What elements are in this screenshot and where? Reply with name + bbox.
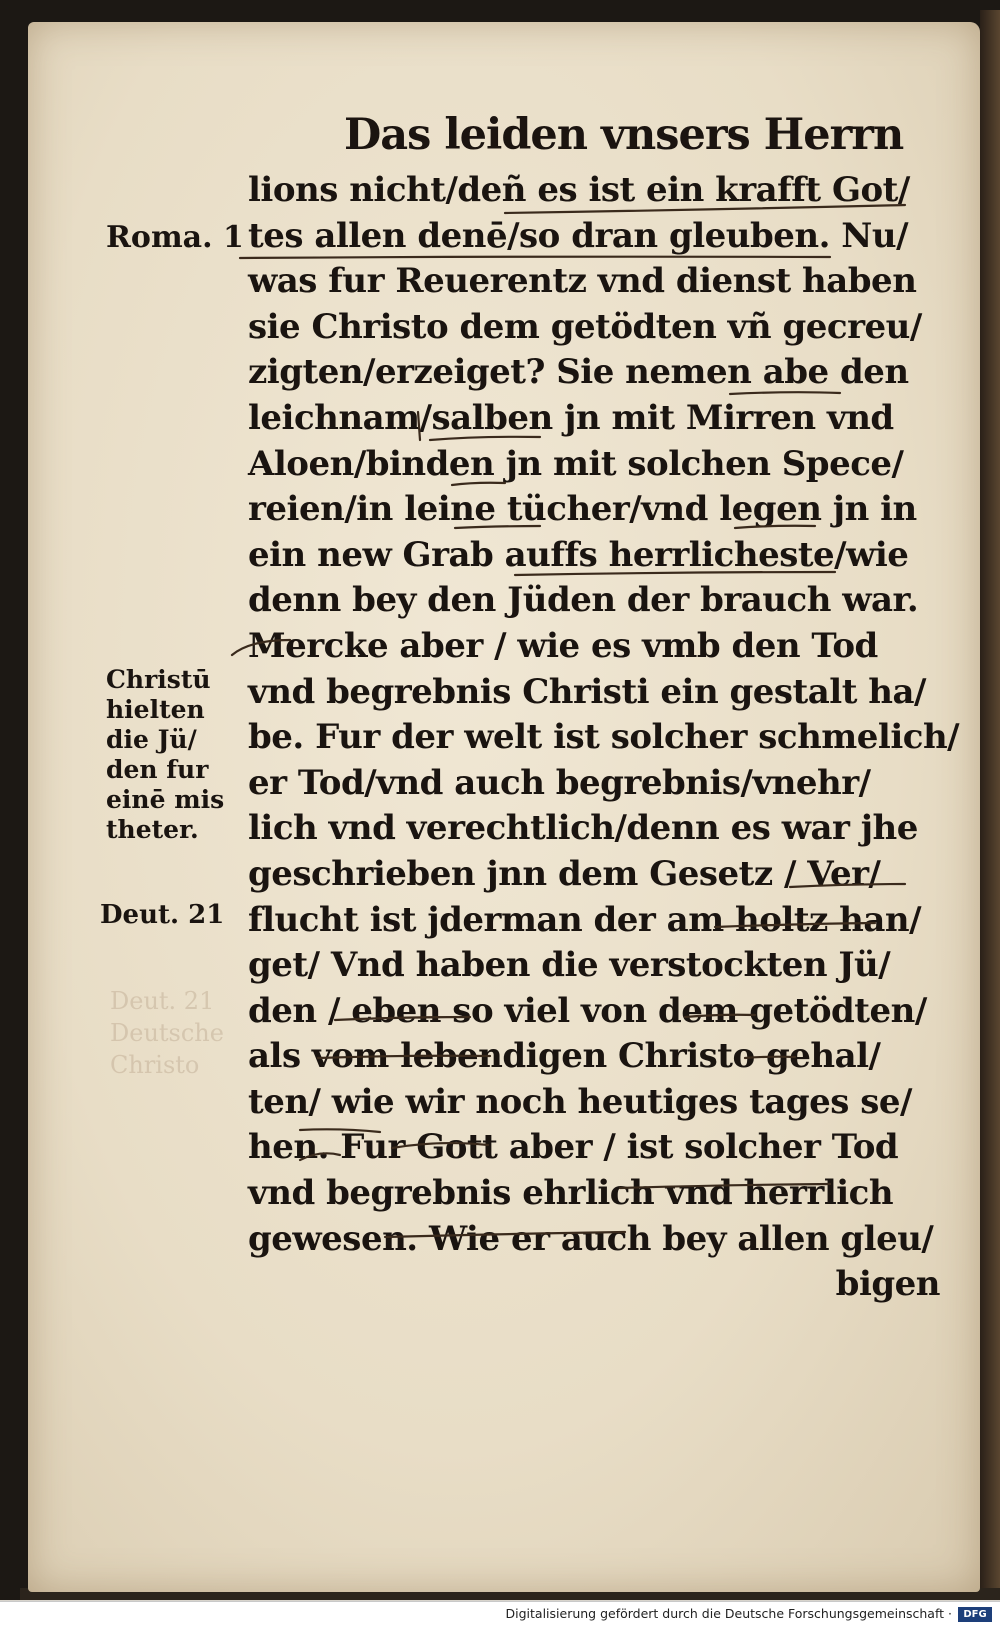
underline-stroke: [505, 205, 905, 213]
marginal-note-line: den fur: [106, 755, 209, 784]
text-line: Aloen/binden jn mit solchen Spece/: [248, 443, 904, 484]
marginal-note-roma: Roma. 1: [106, 220, 244, 255]
underline-stroke: [430, 437, 540, 440]
marginal-note-line: Christū: [106, 665, 211, 694]
marginal-note-line: theter.: [106, 815, 199, 844]
text-line: lich vnd verechtlich/denn es war jhe: [248, 808, 918, 849]
underline-stroke: [300, 1153, 340, 1160]
underline-stroke: [318, 1056, 490, 1058]
text-line: get/ Vnd haben die verstockten Jü/: [248, 945, 891, 986]
text-line: sie Christo dem getödten vñ gecreu/: [248, 306, 922, 347]
underline-stroke: [735, 526, 815, 528]
text-line: reien/in leine tücher/vnd legen jn in: [248, 489, 917, 530]
underline-stroke: [745, 1057, 795, 1058]
underline-stroke: [452, 483, 505, 485]
underline-stroke: [685, 1015, 755, 1017]
catchword: bigen: [835, 1264, 940, 1305]
dfg-logo: DFG: [958, 1607, 992, 1622]
underline-stroke: [455, 526, 540, 528]
underline-stroke: [620, 1184, 830, 1188]
marginal-note-line: einē mis: [106, 785, 225, 814]
text-line: denn bey den Jüden der brauch war.: [248, 580, 919, 621]
text-line: vnd begrebnis Christi ein gestalt ha/: [248, 671, 926, 712]
text-line: ten/ wie wir noch heutiges tages se/: [248, 1081, 912, 1122]
text-line: tes allen denē/so dran gleuben. Nu/: [248, 215, 909, 256]
text-line: geschrieben jnn dem Gesetz / Ver/: [248, 853, 881, 894]
marginal-note-line: hielten: [106, 695, 205, 724]
underline-stroke: [715, 923, 875, 927]
text-line: be. Fur der welt ist solcher schmelich/: [248, 717, 960, 758]
underline-stroke: [232, 640, 290, 655]
text-line: flucht ist jderman der am holtz han/: [248, 899, 922, 940]
underline-stroke: [515, 572, 835, 575]
text-line: hen. Fur Gott aber / ist solcher Tod: [248, 1127, 899, 1168]
marginal-note-deut: Deut. 21: [100, 900, 225, 930]
running-head: Das leiden vnsers Herrn: [344, 110, 904, 160]
text-line: er Tod/vnd auch begrebnis/vnehr/: [248, 762, 871, 803]
underline-stroke: [240, 257, 830, 258]
text-line: leichnam/salben jn mit Mirren vnd: [248, 397, 894, 438]
text-line: lions nicht/deñ es ist ein krafft Got/: [248, 170, 910, 210]
text-line: was fur Reuerentz vnd dienst haben: [248, 261, 917, 302]
text-line: den / eben so viel von dem getödten/: [248, 990, 927, 1031]
underline-stroke: [335, 1017, 470, 1020]
text-line: Mercke aber / wie es vmb den Tod: [248, 625, 878, 666]
text-line: als vom lebendigen Christo gehal/: [248, 1036, 881, 1077]
underline-stroke: [418, 412, 420, 440]
text-line: gewesen. Wie er auch bey allen gleu/: [248, 1218, 934, 1259]
text-line: vnd begrebnis ehrlich vnd herrlich: [248, 1173, 894, 1214]
text-line: zigten/erzeiget? Sie nemen abe den: [248, 352, 909, 393]
underline-stroke: [392, 1143, 488, 1148]
digitization-footer: [0, 1601, 1000, 1628]
underline-stroke: [300, 1129, 380, 1132]
text-line: ein new Grab auffs herrlicheste/wie: [248, 534, 909, 575]
underline-stroke: [790, 884, 905, 887]
marginal-note-line: die Jü/: [106, 725, 197, 754]
show-through-text: Deut. 21 Deutsche Christo: [110, 987, 224, 1079]
underline-stroke: [385, 1232, 625, 1237]
underline-stroke: [730, 392, 840, 394]
footer-credit: Digitalisierung gefördert durch die Deutsche Forschungsgemeinschaft ·: [505, 1606, 952, 1621]
